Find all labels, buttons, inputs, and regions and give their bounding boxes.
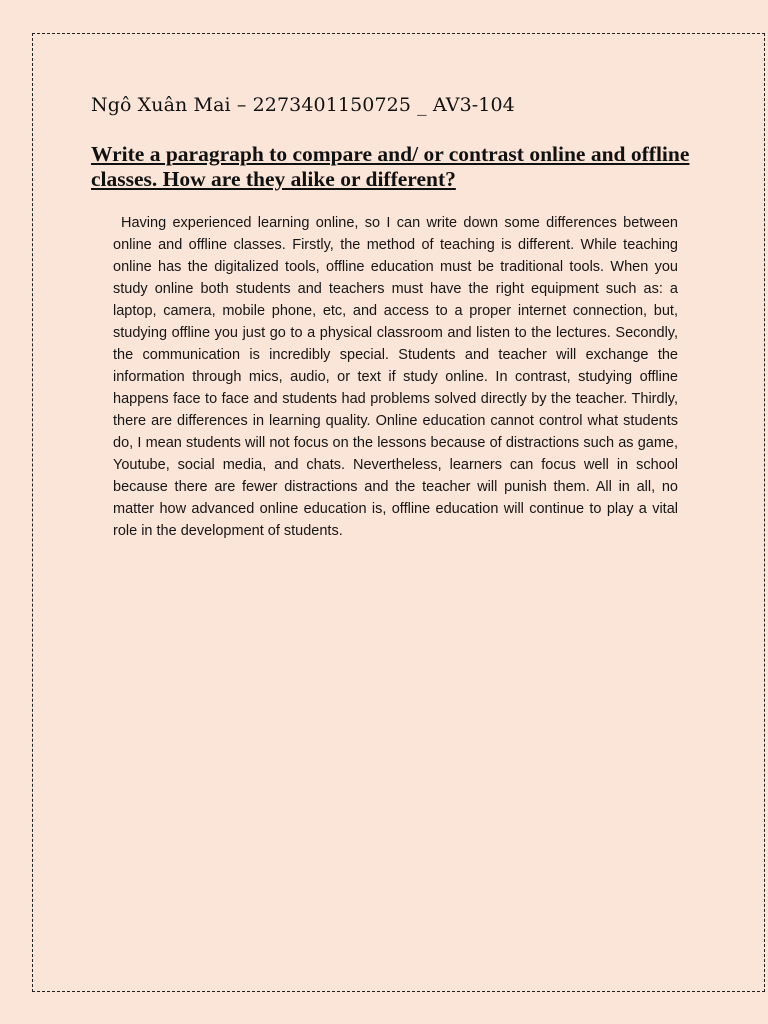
essay-paragraph: Having experienced learning online, so I can write down some differences between online and offline classes. Firstly, the method of teaching is different. While teaching online has the digitalized tools, offline education must be traditional tools. When you study online both students and teachers must have the right equipment such as: a laptop, camera, mobile phone, etc, and access to a proper internet connection, but, studying offline you just go to a physical classroom and listen to the lectures. Secondly, the communication is incredibly special. Students and teacher will exchange the information through mics, audio, or text if study online. In contrast, studying offline happens face to face and students had problems solved directly by the teacher. Thirdly, there are differences in learning quality. Online education cannot control what students do, I mean students will not focus on the lessons because of distractions such as game, Youtube, social media, and chats. Nevertheless, learners can focus well in school because there are fewer distractions and the teacher will punish them. All in all, no matter how advanced online education is, offline education will continue to play a vital role in the development of students. bbox=[113, 215, 678, 539]
student-info-line: Ngô Xuân Mai – 2273401150725 _ AV3-104 bbox=[91, 94, 515, 116]
assignment-prompt: Write a paragraph to compare and/ or contrast online and offline classes. How are they alike or different? bbox=[91, 142, 690, 191]
